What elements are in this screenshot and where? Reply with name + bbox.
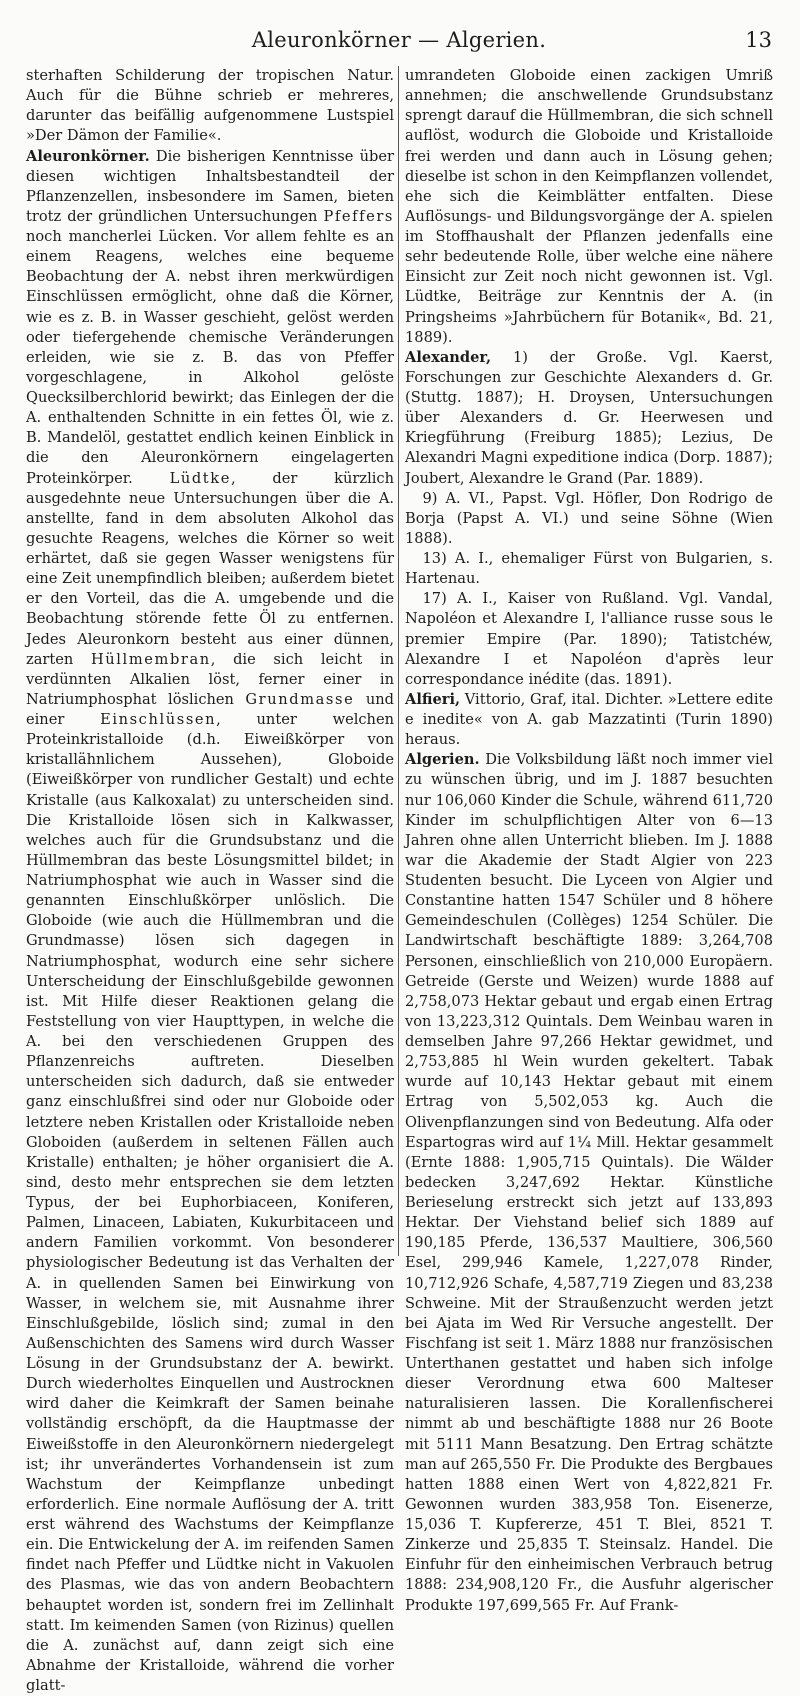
entry-aleuronkoerner — [26, 147, 394, 1696]
spaced-term: Grundmasse — [245, 691, 354, 708]
entry-text: noch mancherlei Lücken. Vor allem fehlte es an einem Reagens, welches eine bequeme Beobachtung der A. nebst ihren merkwürdigen Einschlüssen ermöglicht, ohne daß die Körner, wie es z. B. in Wasser geschieht, gelöst werden oder tiefergehende chemische Veränderungen erleiden, wie sie z. B. das von Pfeffer vorgeschlagene, in Alkohol gelöste Quecksilberchlorid bewirkt; das Einlegen der die A. enthaltenden Schnitte in ein fettes Öl, wie z. B. Mandelöl, gestattet endlich keinen Einblick in die den Aleuronkörnern eingelagerten Proteinkörper. — [26, 228, 394, 487]
paragraph-continuation: sterhaften Schilderung der tropischen Natur. Auch für die Bühne schrieb er mehreres, darunter das beifällig aufgenommene Lustspiel »Der Dämon der Familie«. — [26, 66, 394, 147]
entry-text: Die Volksbildung läßt noch immer viel zu wünschen übrig, und im J. 1887 besuchten nur 106,060 Kinder die Schule, während 611,720 Kinder im schulpflichtigen Alter von 6—13 Jahren ohne allen Unterricht blieben. Im J. 1888 war die Akademie der Stadt Algier von 223 Studenten besucht. Die Lyceen von Algier und Constantine hatten 1547 Schüler und 8 höhere Gemeindeschulen (Collèges) 1254 Schüler. Die Landwirtschaft beschäftigte 1889: 3,264,708 Personen, einschließlich von 210,000 Europäern. Getreide (Gerste und Weizen) wurde 1888 auf 2,758,073 Hektar gebaut und ergab einen Ertrag von 13,223,312 Quintals. Dem Weinbau waren in demselben Jahre 97,266 Hektar gewidmet, und 2,753,885 hl Wein wurden gekeltert. Tabak wurde auf 10,143 Hektar gebaut mit einem Ertrag von 5,502,053 kg. Auch die Olivenpflanzungen sind von Bedeutung. Alfa oder Espartogras wird auf 1¼ Mill. Hektar gesammelt (Ernte 1888: 1,905,715 Quintals). Die Wälder bedecken 3,247,692 Hektar. Künstliche Berieselung erstreckt sich jetzt auf 133,893 Hektar. Der Viehstand belief sich 1889 auf 190,185 Pferde, 136,537 Maultiere, 306,560 Esel, 299,946 Kamele, 1,227,078 Rinder, 10,712,926 Schafe, 4,587,719 Ziegen und 83,238 Schweine. Mit der Straußenzucht werden jetzt bei Ajata im Wed Rir Versuche angestellt. Der Fischfang ist seit 1. März 1888 nur französischen Unterthanen gestattet und haben sich infolge dieser Verordnung etwa 600 Malteser naturalisieren lassen. Die Korallenfischerei nimmt ab und beschäftigte 1888 nur 26 Boote mit 5111 Mann Besatzung. Den Ertrag schätzte man auf 265,550 Fr. Die Produkte des Bergbaues hatten 1888 einen Wert von 4,822,821 Fr. Gewonnen wurden 383,958 Ton. Eisenerze, 15,036 T. Kupfererze, 451 T. Blei, 8521 T. Zinkerze und 25,835 T. Steinsalz. Handel. Die Einfuhr für den einheimischen Verbrauch betrug 1888: 234,908,120 Fr., die Ausfuhr algerischer Produkte 197,699,565 Fr. Auf Frank- — [405, 751, 773, 1613]
spaced-name: Lüdtke — [170, 470, 231, 487]
paragraph-continuation: umrandeten Globoide einen zackigen Umriß annehmen; die anschwellende Grundsubstanz sprengt darauf die Hüllmembran, die sich schnell auflöst, wodurch die Globoide und Kristalloide frei werden und dann auch in Lösung gehen; dieselbe ist schon in den Keimpflanzen vollendet, ehe sich die Keimblätter entfalten. Diese Auflösungs- und Bildungsvorgänge der A. spielen im Stoffhaushalt der Pflanzen jedenfalls eine sehr bedeutende Rolle, über welche eine nähere Einsicht zur Zeit noch nicht gewonnen ist. Vgl. Lüdtke, Beiträge zur Kenntnis der A. (in Pringsheims »Jahrbüchern für Botanik«, Bd. 21, 1889). — [405, 66, 773, 348]
entry-text: und einer — [26, 691, 394, 728]
entry-headword: Alexander, — [405, 349, 491, 366]
entry-text: Vittorio, Graf, ital. Dichter. »Lettere edite e inedite« von A. gab Mazzatinti (Turin 1890) heraus. — [405, 691, 773, 748]
entry-alexander — [405, 348, 773, 489]
entry-headword: Algerien. — [405, 751, 480, 768]
entry-text: , der kürzlich ausgedehnte neue Untersuchungen über die A. anstellte, fand in dem absoluten Alkohol das gesuchte Reagens, welches die Körner so weit erhärtet, daß sie gegen Wasser wenigstens für eine Zeit unempfindlich bleiben; außerdem bietet er den Vorteil, das die A. umgebende und die Beobachtung störende fette Öl zu entfernen. Jedes Aleuronkorn besteht aus einer dünnen, zarten — [26, 470, 394, 668]
entry-text: 1) der Große. Vgl. Kaerst, Forschungen zur Geschichte Alexanders d. Gr. (Stuttg. 1887); H. Droysen, Untersuchungen über Alexanders d. Gr. Heerwesen und Kriegführung (Freiburg 1885); Lezius, De Alexandri Magni expeditione indica (Dorp. 1887); Joubert, Alexandre le Grand (Par. 1889). — [405, 349, 773, 487]
page-number: 13 — [745, 28, 772, 52]
entry-alexander-17: 17) A. I., Kaiser von Rußland. Vgl. Vandal, Napoléon et Alexandre I, l'alliance russe sous le premier Empire (Par. 1890); Tatistchéw, Alexandre I et Napoléon d'après leur correspondance inédite (das. 1891). — [405, 589, 773, 690]
running-header — [26, 28, 772, 58]
left-column — [26, 66, 394, 1696]
right-column — [405, 66, 773, 1616]
entry-text: , unter welchen Proteinkristalloide (d.h. Eiweißkörper von kristallähnlichem Aussehen), Globoide (Eiweißkörper von rundlicher Gestalt) und echte Kristalle (aus Kalkoxalat) zu unterscheiden sind. Die Kristalloide lösen sich in Kalkwasser, welches auch für die Grundsubstanz und die Hüllmembran das beste Lösungsmittel bildet; in Natriumphosphat wie auch in Wasser sind die genannten Einschlußkörper unlöslich. Die Globoide (wie auch die Hüllmembran und die Grundmasse) lösen sich dagegen in Natriumphosphat, wodurch eine sehr sichere Unterscheidung der Einschlußgebilde gewonnen ist. Mit Hilfe dieser Reaktionen gelang die Feststellung von vier Haupttypen, in welche die A. bei den verschiedenen Gruppen des Pflanzenreichs auftreten. Dieselben unterscheiden sich dadurch, daß sie entweder ganz einschlußfrei sind oder nur Globoide oder letztere neben Kristallen oder Kristalloide neben Globoiden (außerdem in seltenen Fällen auch Kristalle) enthalten; je höher organisiert die A. sind, desto mehr entsprechen sie dem letzten Typus, der bei Euphorbiaceen, Koniferen, Palmen, Linaceen, Labiaten, Kukurbitaceen und andern Familien vorkommt. Von besonderer physiologischer Bedeutung ist das Verhalten der A. in quellenden Samen bei Einwirkung von Wasser, in welchem sie, mit Ausnahme ihrer Einschlußgebilde, löslich sind; zumal in den Außenschichten des Samens wird durch Wasser Lösung in der Grundsubstanz der A. bewirkt. Durch wiederholtes Einquellen und Austrocknen wird daher die Keimkraft der Samen beinahe vollständig erschöpft, da die Hauptmasse der Eiweißstoffe in den Aleuronkörnern niedergelegt ist; ihr unverändertes Vorhandensein ist zum Wachstum der Keimpflanze unbedingt erforderlich. Eine normale Auflösung der A. tritt erst während des Wachstums der Keimpflanze ein. Die Entwickelung der A. im reifenden Samen findet nach Pfeffer und Lüdtke nicht in Vakuolen des Plasmas, wie das von andern Beobachtern behauptet worden ist, sondern frei im Zellinhalt statt. Im keimenden Samen (von Rizinus) quellen die A. zunächst auf, dann zeigt sich eine Abnahme der Kristalloide, während die vorher glatt- — [26, 711, 394, 1694]
spaced-term: Hüllmembran — [91, 651, 211, 668]
running-title: Aleuronkörner — Algerien. — [26, 28, 772, 52]
entry-text: Die bisherigen Kenntnisse über diesen wichtigen Inhaltsbestandteil der Pflanzenzellen, insbesondere im Samen, bieten trotz der gründlichen Untersuchungen — [26, 148, 394, 225]
entry-text: , die sich leicht in verdünnten Alkalien löst, ferner einer in Natriumphosphat löslichen — [26, 651, 394, 708]
entry-headword: Alfieri, — [405, 691, 460, 708]
entry-alexander-13: 13) A. I., ehemaliger Fürst von Bulgarien, s. Hartenau. — [405, 549, 773, 589]
spaced-term: Einschlüssen — [100, 711, 216, 728]
spaced-name: Pfeffers — [323, 208, 394, 225]
entry-alfieri — [405, 690, 773, 750]
entry-alexander-9: 9) A. VI., Papst. Vgl. Höfler, Don Rodrigo de Borja (Papst A. VI.) und seine Söhne (Wien 1888). — [405, 489, 773, 549]
entry-headword: Aleuronkörner. — [26, 148, 150, 165]
entry-algerien — [405, 750, 773, 1615]
column-divider — [398, 66, 399, 1256]
